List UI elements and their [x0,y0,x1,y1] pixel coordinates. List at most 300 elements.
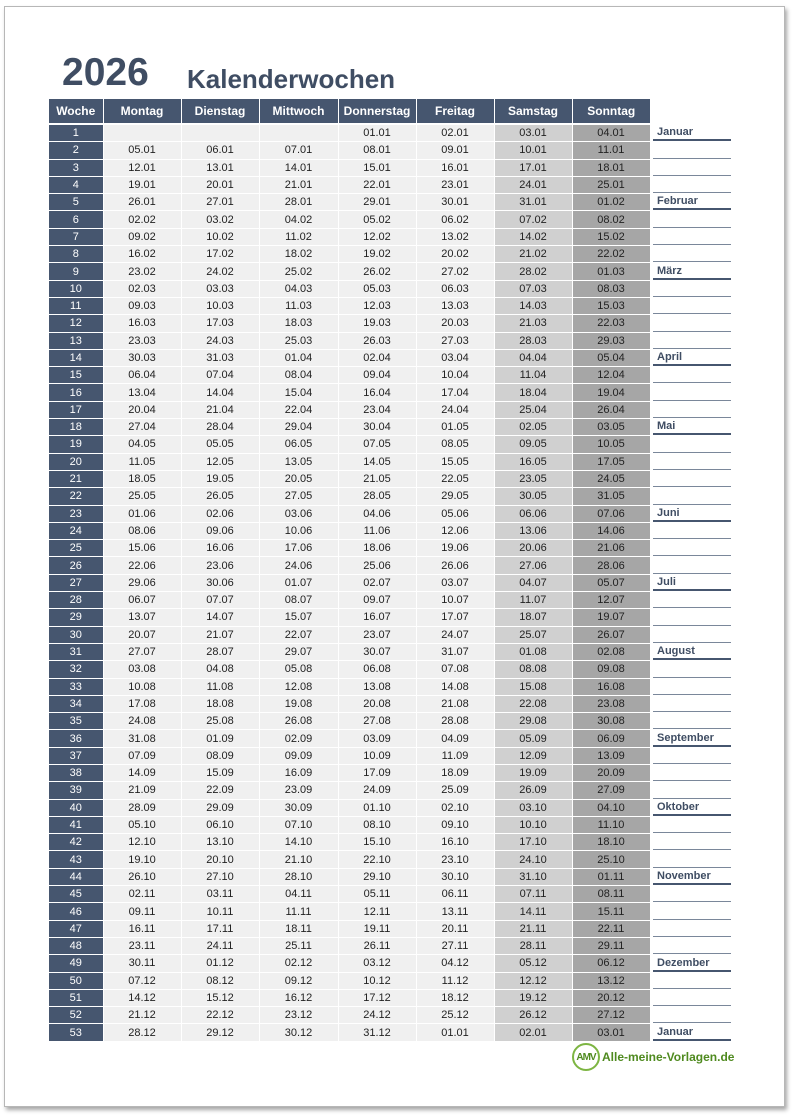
cell-friday: 29.05 [416,488,494,505]
table-row [49,263,650,280]
cell-tuesday: 30.06 [181,574,259,591]
cell-saturday: 07.03 [494,280,572,297]
cell-friday: 23.01 [416,176,494,193]
month-label: Februar [657,195,698,208]
cell-friday: 14.08 [416,678,494,695]
cell-friday: 25.09 [416,782,494,799]
cell-wednesday: 28.01 [259,194,338,211]
cell-sunday: 04.01 [572,124,650,142]
cell-wednesday: 13.05 [259,453,338,470]
cell-tuesday: 10.02 [181,228,259,245]
cell-saturday: 29.08 [494,713,572,730]
cell-week-number: 35 [49,713,103,730]
cell-tuesday: 29.12 [181,1024,259,1041]
cell-friday: 31.07 [416,643,494,660]
header-wednesday: Mittwoch [259,99,338,124]
cell-sunday: 09.08 [572,661,650,678]
cell-tuesday: 06.10 [181,816,259,833]
header-tuesday: Dienstag [181,99,259,124]
cell-monday: 27.07 [103,643,181,660]
cell-wednesday: 04.11 [259,886,338,903]
cell-saturday: 28.03 [494,332,572,349]
cell-friday: 28.08 [416,713,494,730]
cell-monday: 05.10 [103,816,181,833]
cell-wednesday: 01.04 [259,349,338,366]
cell-saturday: 20.06 [494,540,572,557]
cell-wednesday: 08.07 [259,592,338,609]
note-line [653,712,731,729]
cell-week-number: 7 [49,228,103,245]
cell-tuesday: 14.04 [181,384,259,401]
cell-week-number: 11 [49,297,103,314]
cell-week-number: 29 [49,609,103,626]
cell-saturday: 10.01 [494,142,572,159]
cell-friday: 02.10 [416,799,494,816]
cell-sunday: 30.08 [572,713,650,730]
cell-thursday: 31.12 [338,1024,416,1041]
header-monday: Montag [103,99,181,124]
cell-sunday: 18.01 [572,159,650,176]
cell-friday: 06.11 [416,886,494,903]
cell-monday: 04.05 [103,436,181,453]
month-label: Dezember [657,956,710,969]
cell-monday: 02.02 [103,211,181,228]
cell-sunday: 25.10 [572,851,650,868]
note-line [653,539,731,556]
cell-sunday: 22.11 [572,920,650,937]
month-label: April [657,351,683,364]
cell-sunday: 31.05 [572,488,650,505]
table-row [49,280,650,297]
cell-sunday: 27.12 [572,1007,650,1024]
note-line [653,747,731,764]
cell-friday: 03.04 [416,349,494,366]
cell-friday: 26.06 [416,557,494,574]
note-line [653,522,731,539]
table-row [49,955,650,972]
cell-tuesday: 21.07 [181,626,259,643]
cell-week-number: 32 [49,661,103,678]
cell-thursday: 08.10 [338,816,416,833]
cell-thursday: 15.10 [338,834,416,851]
cell-sunday: 27.09 [572,782,650,799]
table-row [49,661,650,678]
cell-monday: 13.04 [103,384,181,401]
cell-week-number: 49 [49,955,103,972]
cell-wednesday: 01.07 [259,574,338,591]
cell-saturday: 24.01 [494,176,572,193]
cell-saturday: 02.05 [494,419,572,436]
cell-saturday: 25.04 [494,401,572,418]
cell-week-number: 16 [49,384,103,401]
cell-thursday: 18.06 [338,540,416,557]
cell-monday: 07.12 [103,972,181,989]
table-row [49,799,650,816]
cell-wednesday: 25.11 [259,937,338,954]
cell-monday: 08.06 [103,522,181,539]
note-line [653,159,731,176]
cell-thursday: 05.02 [338,211,416,228]
cell-week-number: 48 [49,937,103,954]
cell-tuesday: 17.11 [181,920,259,937]
cell-monday: 16.02 [103,246,181,263]
cell-tuesday: 17.03 [181,315,259,332]
cell-thursday: 01.10 [338,799,416,816]
cell-friday: 20.03 [416,315,494,332]
table-row [49,834,650,851]
cell-sunday: 10.05 [572,436,650,453]
note-line [653,678,731,695]
cell-tuesday: 11.08 [181,678,259,695]
table-row [49,384,650,401]
note-line [653,885,731,902]
cell-sunday: 22.02 [572,246,650,263]
cell-week-number: 50 [49,972,103,989]
cell-tuesday: 15.12 [181,989,259,1006]
cell-monday: 28.12 [103,1024,181,1041]
cell-thursday: 26.02 [338,263,416,280]
cell-saturday: 15.08 [494,678,572,695]
cell-friday: 09.01 [416,142,494,159]
cell-sunday: 15.02 [572,228,650,245]
cell-thursday: 15.01 [338,159,416,176]
cell-saturday: 13.06 [494,522,572,539]
cell-saturday: 07.11 [494,886,572,903]
cell-monday: 13.07 [103,609,181,626]
cell-week-number: 31 [49,643,103,660]
cell-sunday: 17.05 [572,453,650,470]
cell-sunday: 05.07 [572,574,650,591]
cell-week-number: 9 [49,263,103,280]
cell-monday: 09.03 [103,297,181,314]
note-line [653,850,731,867]
cell-week-number: 42 [49,834,103,851]
header-saturday: Samstag [494,99,572,124]
month-label-row [653,505,731,522]
cell-friday: 20.02 [416,246,494,263]
cell-monday: 24.08 [103,713,181,730]
cell-thursday: 28.05 [338,488,416,505]
cell-friday: 12.06 [416,522,494,539]
cell-saturday: 16.05 [494,453,572,470]
cell-tuesday: 27.10 [181,868,259,885]
cell-week-number: 4 [49,176,103,193]
note-line [653,989,731,1006]
cell-sunday: 07.06 [572,505,650,522]
cell-thursday: 09.07 [338,592,416,609]
cell-monday: 25.05 [103,488,181,505]
month-notes-column [653,124,731,1041]
cell-week-number: 3 [49,159,103,176]
cell-sunday: 03.01 [572,1024,650,1041]
cell-week-number: 41 [49,816,103,833]
cell-week-number: 14 [49,349,103,366]
cell-wednesday: 04.02 [259,211,338,228]
cell-tuesday: 12.05 [181,453,259,470]
cell-monday: 10.08 [103,678,181,695]
note-line [653,608,731,625]
cell-thursday: 17.09 [338,764,416,781]
cell-monday: 06.04 [103,367,181,384]
cell-tuesday: 23.06 [181,557,259,574]
cell-tuesday: 03.11 [181,886,259,903]
cell-thursday: 23.07 [338,626,416,643]
cell-thursday: 21.05 [338,470,416,487]
header-friday: Freitag [416,99,494,124]
table-row [49,937,650,954]
cell-friday: 13.11 [416,903,494,920]
cell-tuesday: 13.10 [181,834,259,851]
cell-wednesday: 11.11 [259,903,338,920]
cell-week-number: 20 [49,453,103,470]
month-label-row [653,954,731,971]
note-line [653,781,731,798]
cell-friday: 05.06 [416,505,494,522]
cell-thursday: 12.02 [338,228,416,245]
table-row [49,782,650,799]
cell-friday: 17.07 [416,609,494,626]
cell-wednesday: 21.01 [259,176,338,193]
cell-tuesday: 24.03 [181,332,259,349]
cell-tuesday: 22.09 [181,782,259,799]
cell-saturday: 03.10 [494,799,572,816]
cell-friday: 15.05 [416,453,494,470]
cell-week-number: 6 [49,211,103,228]
cell-week-number: 52 [49,1007,103,1024]
cell-week-number: 51 [49,989,103,1006]
cell-wednesday: 04.03 [259,280,338,297]
cell-monday: 03.08 [103,661,181,678]
cell-saturday: 18.04 [494,384,572,401]
cell-thursday: 22.10 [338,851,416,868]
note-line [653,210,731,227]
cell-friday: 27.02 [416,263,494,280]
cell-saturday: 09.05 [494,436,572,453]
cell-week-number: 23 [49,505,103,522]
cell-thursday: 30.07 [338,643,416,660]
table-row [49,401,650,418]
table-row [49,315,650,332]
cell-saturday: 11.04 [494,367,572,384]
cell-sunday: 11.10 [572,816,650,833]
table-row [49,626,650,643]
cell-thursday: 20.08 [338,695,416,712]
cell-saturday: 12.09 [494,747,572,764]
month-label-row [653,262,731,279]
cell-thursday: 10.12 [338,972,416,989]
table-row [49,730,650,747]
month-label-row [653,643,731,660]
cell-wednesday: 20.05 [259,470,338,487]
table-row [49,176,650,193]
cell-friday: 01.05 [416,419,494,436]
cell-monday: 29.06 [103,574,181,591]
cell-wednesday: 14.10 [259,834,338,851]
table-row [49,124,650,142]
cell-tuesday: 25.08 [181,713,259,730]
cell-saturday: 23.05 [494,470,572,487]
month-label: November [657,870,711,883]
table-row [49,488,650,505]
month-label-row [653,799,731,816]
cell-friday: 02.01 [416,124,494,142]
cell-thursday: 16.04 [338,384,416,401]
table-row [49,540,650,557]
cell-friday: 19.06 [416,540,494,557]
cell-tuesday: 02.06 [181,505,259,522]
cell-wednesday: 16.09 [259,764,338,781]
cell-tuesday: 19.05 [181,470,259,487]
table-row [49,574,650,591]
cell-thursday: 24.09 [338,782,416,799]
cell-wednesday: 18.03 [259,315,338,332]
cell-saturday: 31.01 [494,194,572,211]
cell-week-number: 22 [49,488,103,505]
table-row [49,1024,650,1041]
note-line [653,453,731,470]
cell-monday: 21.12 [103,1007,181,1024]
cell-wednesday: 19.08 [259,695,338,712]
cell-friday: 24.04 [416,401,494,418]
cell-week-number: 19 [49,436,103,453]
cell-thursday: 10.09 [338,747,416,764]
cell-tuesday: 28.04 [181,419,259,436]
cell-wednesday: 17.06 [259,540,338,557]
note-line [653,470,731,487]
cell-monday: 22.06 [103,557,181,574]
cell-thursday: 19.11 [338,920,416,937]
cell-monday: 09.11 [103,903,181,920]
cell-week-number: 36 [49,730,103,747]
note-line [653,626,731,643]
cell-wednesday: 29.04 [259,419,338,436]
month-label: August [657,645,695,658]
cell-monday: 14.09 [103,764,181,781]
cell-friday: 09.10 [416,816,494,833]
cell-friday: 25.12 [416,1007,494,1024]
note-line [653,764,731,781]
cell-monday: 19.10 [103,851,181,868]
cell-week-number: 27 [49,574,103,591]
cell-tuesday: 10.11 [181,903,259,920]
cell-wednesday: 18.11 [259,920,338,937]
table-row [49,920,650,937]
cell-wednesday: 12.08 [259,678,338,695]
cell-friday: 11.12 [416,972,494,989]
cell-wednesday: 23.09 [259,782,338,799]
cell-friday: 06.03 [416,280,494,297]
cell-sunday: 04.10 [572,799,650,816]
cell-thursday: 12.03 [338,297,416,314]
month-label-row [653,124,731,141]
title-year: 2026 [62,51,149,94]
cell-sunday: 03.05 [572,419,650,436]
cell-thursday: 13.08 [338,678,416,695]
cell-sunday: 20.12 [572,989,650,1006]
cell-thursday: 06.08 [338,661,416,678]
table-row [49,886,650,903]
cell-friday: 17.04 [416,384,494,401]
note-line [653,556,731,573]
cell-week-number: 8 [49,246,103,263]
cell-friday: 13.03 [416,297,494,314]
cell-week-number: 17 [49,401,103,418]
cell-saturday: 03.01 [494,124,572,142]
cell-friday: 21.08 [416,695,494,712]
cell-sunday: 18.10 [572,834,650,851]
cell-saturday: 27.06 [494,557,572,574]
cell-monday: 21.09 [103,782,181,799]
cell-wednesday: 11.03 [259,297,338,314]
month-label: Juni [657,506,680,519]
table-row [49,816,650,833]
note-line [653,816,731,833]
cell-sunday: 06.09 [572,730,650,747]
cell-sunday: 01.11 [572,868,650,885]
cell-tuesday: 29.09 [181,799,259,816]
cell-tuesday: 31.03 [181,349,259,366]
month-label-row [653,1023,731,1040]
cell-friday: 24.07 [416,626,494,643]
cell-wednesday: 15.07 [259,609,338,626]
note-line [653,280,731,297]
cell-tuesday: 08.09 [181,747,259,764]
cell-tuesday: 15.09 [181,764,259,781]
cell-saturday: 21.02 [494,246,572,263]
table-body [49,124,650,1041]
cell-tuesday: 03.03 [181,280,259,297]
cell-wednesday: 15.04 [259,384,338,401]
cell-friday: 30.01 [416,194,494,211]
logo-badge-icon: AMV [572,1043,600,1071]
cell-saturday: 17.10 [494,834,572,851]
cell-thursday: 09.04 [338,367,416,384]
cell-week-number: 2 [49,142,103,159]
cell-thursday: 27.08 [338,713,416,730]
cell-week-number: 24 [49,522,103,539]
cell-week-number: 39 [49,782,103,799]
cell-monday: 07.09 [103,747,181,764]
cell-tuesday: 24.02 [181,263,259,280]
cell-saturday: 11.07 [494,592,572,609]
table-row [49,764,650,781]
cell-monday: 02.11 [103,886,181,903]
cell-sunday: 08.03 [572,280,650,297]
cell-tuesday: 03.02 [181,211,259,228]
cell-friday: 23.10 [416,851,494,868]
cell-saturday: 19.09 [494,764,572,781]
title-label: Kalenderwochen [187,64,396,94]
cell-monday: 26.10 [103,868,181,885]
cell-monday: 30.03 [103,349,181,366]
cell-friday: 27.03 [416,332,494,349]
cell-monday: 15.06 [103,540,181,557]
cell-monday: 16.11 [103,920,181,937]
cell-week-number: 53 [49,1024,103,1041]
table-row [49,1007,650,1024]
cell-wednesday: 25.03 [259,332,338,349]
cell-week-number: 21 [49,470,103,487]
cell-tuesday [181,124,259,142]
cell-saturday: 21.03 [494,315,572,332]
cell-friday: 07.08 [416,661,494,678]
calendar-table [49,99,651,1042]
cell-sunday: 29.03 [572,332,650,349]
cell-wednesday: 18.02 [259,246,338,263]
note-line [653,902,731,919]
cell-week-number: 46 [49,903,103,920]
cell-monday: 17.08 [103,695,181,712]
